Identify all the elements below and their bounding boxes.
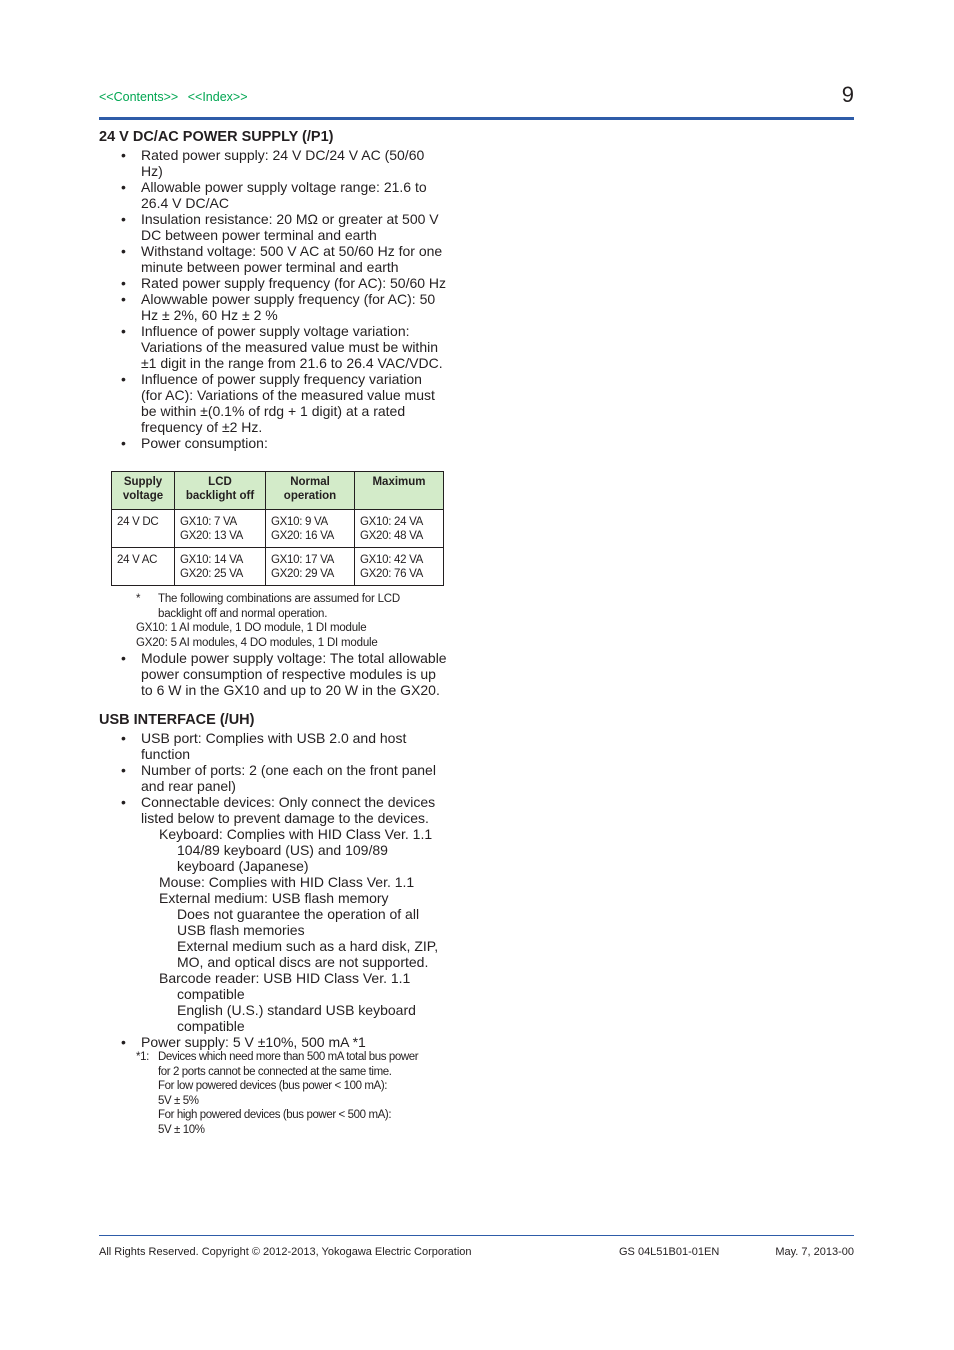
text-line: GX20: 48 VA: [360, 530, 423, 542]
device-line: Mouse: Complies with HID Class Ver. 1.1: [159, 874, 415, 890]
text-line: 5V ± 10%: [158, 1123, 205, 1136]
text-line: operation: [283, 490, 337, 502]
column-header: [112, 472, 175, 510]
device-line: External medium: USB flash memory: [159, 890, 389, 906]
text-line: listed below to prevent damage to the devices.: [141, 810, 429, 826]
text-line: • Power consumption:: [141, 435, 268, 451]
table-header-row: [112, 472, 444, 510]
text-line: power consumption of respective modules is up: [141, 666, 436, 682]
list-item: [99, 179, 459, 211]
text-line: 26.4 V DC/AC: [141, 195, 229, 211]
text-line: for 2 ports cannot be connected at the same time.: [158, 1065, 392, 1078]
text-line: GX20: 29 VA: [271, 568, 334, 580]
usb-section-title: USB INTERFACE (/UH): [99, 712, 255, 728]
header-links: [99, 90, 254, 104]
text-line: • Alowwable power supply frequency (for AC): 50: [141, 291, 436, 307]
contents-link[interactable]: <<Contents>>: [99, 90, 179, 104]
table-cell: [355, 510, 444, 548]
text-line: • Withstand voltage: 500 V AC at 50/60 Hz for one: [141, 243, 443, 259]
text-line: GX10: 24 VA: [360, 516, 423, 528]
list-item: [99, 243, 459, 275]
device-detail: External medium such as a hard disk, ZIP,: [177, 938, 439, 954]
text-line: GX20: 5 AI modules, 4 DO modules, 1 DI module: [136, 636, 378, 649]
text-line: GX20: 76 VA: [360, 568, 423, 580]
table-cell: [175, 548, 266, 586]
power-bullet-list: [99, 147, 459, 451]
table-row: [112, 510, 444, 548]
text-line: GX10: 7 VA: [180, 516, 237, 528]
list-item: [99, 147, 459, 179]
footer-doc-number: GS 04L51B01-01EN: [619, 1246, 720, 1258]
device-line: Keyboard: Complies with HID Class Ver. 1.1: [159, 826, 433, 842]
page-number: 9: [841, 82, 854, 107]
text-line: 24 V DC: [117, 516, 159, 528]
text-line: Normal: [290, 476, 330, 488]
module-bullet-list: [99, 650, 459, 698]
text-line: • Connectable devices: Only connect the devices: [141, 794, 436, 810]
text-line: function: [141, 746, 191, 762]
table-cell: [175, 510, 266, 548]
text-line: GX20: 16 VA: [271, 530, 334, 542]
text-line: GX10: 14 VA: [180, 554, 243, 566]
main-column: [99, 127, 459, 1137]
index-link[interactable]: <<Index>>: [187, 90, 248, 104]
text-line: and rear panel): [141, 778, 236, 794]
device-detail: Does not guarantee the operation of all: [177, 906, 420, 922]
column-header: [266, 472, 355, 510]
list-item: • Power supply: 5 V ±10%, 500 mA *1: [99, 1034, 459, 1050]
footer-copyright: All Rights Reserved. Copyright © 2012-2013, Yokogawa Electric Corporation: [99, 1246, 472, 1258]
text-line: DC between power terminal and earth: [141, 227, 377, 243]
footer-divider: [99, 1235, 854, 1236]
text-line: Maximum: [372, 476, 426, 488]
text-line: (for AC): Variations of the measured value must: [141, 387, 435, 403]
power-consumption-table: [111, 471, 444, 586]
power-footnote: [99, 592, 459, 621]
list-item: [99, 650, 459, 698]
list-item: [99, 762, 459, 794]
table-cell: [355, 548, 444, 586]
text-line: backlight off: [185, 490, 255, 502]
list-item: [99, 275, 459, 291]
list-item: [99, 730, 459, 762]
text-line: backlight off and normal operation.: [158, 607, 328, 620]
text-line: For low powered devices (bus power < 100 mA):: [158, 1080, 388, 1092]
device-detail: compatible: [177, 1018, 245, 1034]
list-item: [99, 323, 459, 371]
table-cell: [266, 548, 355, 586]
text-line: GX10: 9 VA: [271, 516, 328, 528]
text-line: Supply: [123, 476, 163, 488]
text-line: be within ±(0.1% of rdg + 1 digit) at a rated: [141, 403, 406, 419]
usb-footnote: [99, 1050, 459, 1137]
text-line: • Influence of power supply voltage variation:: [141, 323, 410, 339]
device-detail: MO, and optical discs are not supported.: [177, 954, 429, 970]
table-cell: [112, 548, 175, 586]
text-line: • Module power supply voltage: The total allowable: [141, 650, 447, 666]
text-line: minute between power terminal and earth: [141, 259, 399, 275]
text-line: GX10: 17 VA: [271, 554, 334, 566]
text-line: GX10: 1 AI module, 1 DO module, 1 DI module: [136, 622, 367, 634]
text-line: • Rated power supply frequency (for AC): 50/60 Hz: [141, 275, 447, 291]
text-line: ±1 digit in the range from 21.6 to 26.4 VAC/VDC.: [141, 355, 443, 371]
text-line: The following combinations are assumed for LCD: [158, 593, 401, 605]
text-line: Hz): [141, 163, 163, 179]
text-line: 24 V AC: [117, 554, 158, 566]
column-header: [175, 472, 266, 510]
list-item: [99, 291, 459, 323]
text-line: • Allowable power supply voltage range: 21.6 to: [141, 179, 427, 195]
text-line: • USB port: Complies with USB 2.0 and host: [141, 730, 407, 746]
footnote-marker: *1:: [136, 1051, 149, 1063]
text-line: For high powered devices (bus power < 500 mA):: [158, 1109, 392, 1121]
text-line: • Insulation resistance: 20 MΩ or greater at 500 V: [141, 211, 439, 227]
text-line: Variations of the measured value must be within: [141, 339, 439, 355]
device-detail: compatible: [177, 986, 245, 1002]
text-line: to 6 W in the GX10 and up to 20 W in the GX20.: [141, 682, 440, 698]
header-divider: [99, 117, 854, 120]
text-line: GX10: 42 VA: [360, 554, 423, 566]
list-item: [99, 371, 459, 435]
table-cell: [266, 510, 355, 548]
text-line: • Number of ports: 2 (one each on the front panel: [141, 762, 436, 778]
device-detail: English (U.S.) standard USB keyboard: [177, 1002, 416, 1018]
text-line: LCD: [208, 476, 232, 488]
device-detail: 104/89 keyboard (US) and 109/89: [177, 842, 388, 858]
table-row: [112, 548, 444, 586]
text-line: Devices which need more than 500 mA total bus power: [158, 1051, 419, 1063]
device-line: Barcode reader: USB HID Class Ver. 1.1: [159, 970, 411, 986]
device-detail: USB flash memories: [177, 922, 305, 938]
text-line: • Rated power supply: 24 V DC/24 V AC (50/60: [141, 147, 425, 163]
power-footnote-extra: [99, 621, 459, 650]
list-item: [99, 794, 459, 826]
text-line: GX20: 25 VA: [180, 568, 243, 580]
text-line: • Influence of power supply frequency variation: [141, 371, 422, 387]
text-line: 5V ± 5%: [158, 1094, 199, 1107]
power-section-title: 24 V DC/AC POWER SUPPLY (/P1): [99, 129, 334, 145]
text-line: Hz ± 2%, 60 Hz ± 2 %: [141, 307, 278, 323]
usb-power-list: [99, 1034, 459, 1050]
list-item: [99, 211, 459, 243]
text-line: GX20: 13 VA: [180, 530, 243, 542]
footnote-marker: *: [136, 593, 141, 605]
device-detail: keyboard (Japanese): [177, 858, 309, 874]
usb-bullet-list: [99, 730, 459, 826]
text-line: voltage: [122, 490, 164, 502]
list-item: [99, 435, 459, 451]
usb-device-list: [99, 826, 459, 1034]
footer-date: May. 7, 2013-00: [775, 1246, 854, 1258]
text-line: frequency of ±2 Hz.: [141, 419, 263, 435]
column-header: [355, 472, 444, 510]
table-cell: [112, 510, 175, 548]
